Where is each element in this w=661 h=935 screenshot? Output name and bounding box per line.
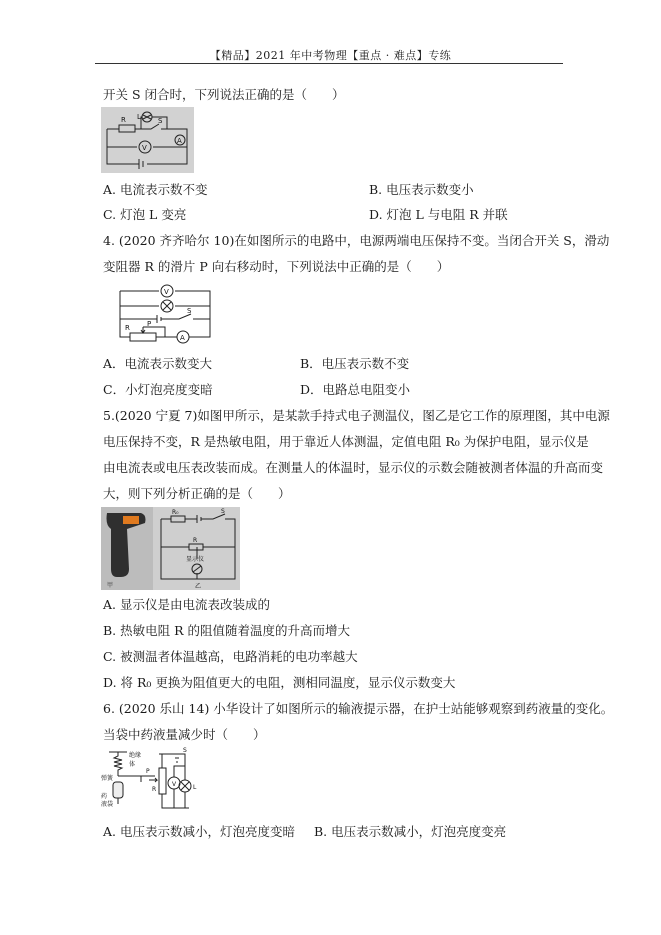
q3-label-a: A	[177, 137, 182, 145]
q6-label-spring: 弹簧	[101, 775, 114, 782]
q3-option-c[interactable]: C. 灯泡 L 变亮	[103, 207, 187, 222]
q5-stem-line3: 由电流表或电压表改装而成。在测量人的体温时，显示仪的示数会随被测者体温的升高而变	[103, 460, 604, 475]
q5-label-display: 显示仪	[186, 556, 205, 563]
q6-label-l: L	[193, 784, 197, 791]
q6-label-r: R	[152, 786, 157, 793]
q6-label-bag-2: 液袋	[101, 801, 114, 808]
q3-label-l: L	[137, 113, 141, 121]
q3-label-r: R	[121, 116, 126, 124]
q5-option-b[interactable]: B. 热敏电阻 R 的阻值随着温度的升高而增大	[103, 623, 350, 638]
q3-circuit-figure	[101, 107, 194, 173]
q4-option-b[interactable]: B．电压表示数不变	[300, 356, 410, 371]
q5-stem-line4: 大，则下列分析正确的是（ ）	[103, 486, 291, 501]
q5-option-d[interactable]: D. 将 R₀ 更换为阻值更大的电阻，测相同温度，显示仪示数变大	[103, 675, 456, 690]
q3-option-b[interactable]: B. 电压表示数变小	[369, 182, 474, 197]
q6-label-s: S	[183, 747, 187, 754]
q6-label-v: V	[172, 781, 177, 788]
q6-stem-line1: 6. (2020 乐山 14) 小华设计了如图所示的输液提示器，在护士站能够观察到药液量的变化。	[103, 701, 614, 716]
q6-label-bag-1: 药	[101, 793, 108, 800]
q4-stem-line2: 变阻器 R 的滑片 P 向右移动时，下列说法中正确的是（ ）	[103, 259, 450, 274]
q5-stem-line2: 电压保持不变，R 是热敏电阻，用于靠近人体测温，定值电阻 R₀ 为保护电阻，显示仪是	[103, 434, 589, 449]
q5-label-jia: 甲	[107, 582, 114, 589]
q3-circuit-diagram	[101, 107, 194, 173]
q4-circuit-diagram	[113, 279, 218, 349]
q4-label-r: R	[125, 324, 130, 332]
page-header: 【精品】2021 年中考物理【重点 · 难点】专练	[209, 49, 452, 62]
q5-option-c[interactable]: C. 被测温者体温越高，电路消耗的电功率越大	[103, 649, 358, 664]
q6-infusion-circuit	[101, 746, 213, 818]
q3-option-a[interactable]: A. 电流表示数不变	[103, 182, 208, 197]
q5-thermometer-figure	[101, 507, 240, 590]
q5-thermometer-and-circuit	[101, 507, 240, 590]
q6-infusion-figure	[101, 746, 213, 818]
q5-option-a[interactable]: A. 显示仪是由电流表改装成的	[103, 597, 270, 612]
q4-label-p: P	[147, 320, 152, 328]
q6-stem-line2: 当袋中药液量减少时（ ）	[103, 727, 266, 742]
q5-label-s: S	[221, 508, 225, 515]
q5-label-yi: 乙	[195, 583, 202, 590]
q6-option-b[interactable]: B. 电压表示数减小，灯泡亮度变亮	[314, 824, 507, 839]
q4-label-a: A	[180, 334, 185, 342]
q6-option-a[interactable]: A. 电压表示数减小，灯泡亮度变暗	[103, 824, 295, 839]
q4-option-c[interactable]: C．小灯泡亮度变暗	[103, 382, 213, 397]
q5-stem-line1: 5.(2020 宁夏 7)如图甲所示，是某款手持式电子测温仪，图乙是它工作的原理图，其中电源	[103, 408, 610, 423]
header-divider	[95, 63, 563, 64]
q3-label-s: S	[158, 117, 163, 125]
q6-label-insulator-1: 绝缘	[129, 752, 142, 759]
q4-option-d[interactable]: D．电路总电阻变小	[300, 382, 411, 397]
q3-stem: 开关 S 闭合时，下列说法正确的是（ ）	[103, 87, 345, 102]
q3-label-v: V	[142, 144, 147, 152]
q4-option-a[interactable]: A．电流表示数变大	[103, 356, 213, 371]
q4-circuit-figure	[113, 279, 218, 349]
q6-label-p: P	[146, 768, 150, 775]
q3-option-d[interactable]: D. 灯泡 L 与电阻 R 并联	[369, 207, 508, 222]
q4-label-s: S	[187, 307, 192, 315]
q5-label-r: R	[193, 537, 198, 544]
q5-label-r0: R₀	[172, 509, 179, 516]
q4-stem-line1: 4. (2020 齐齐哈尔 10)在如图所示的电路中，电源两端电压保持不变。当闭合开关 S，滑动	[103, 233, 610, 248]
q4-label-v: V	[164, 288, 169, 296]
q6-label-insulator-2: 体	[129, 761, 136, 768]
